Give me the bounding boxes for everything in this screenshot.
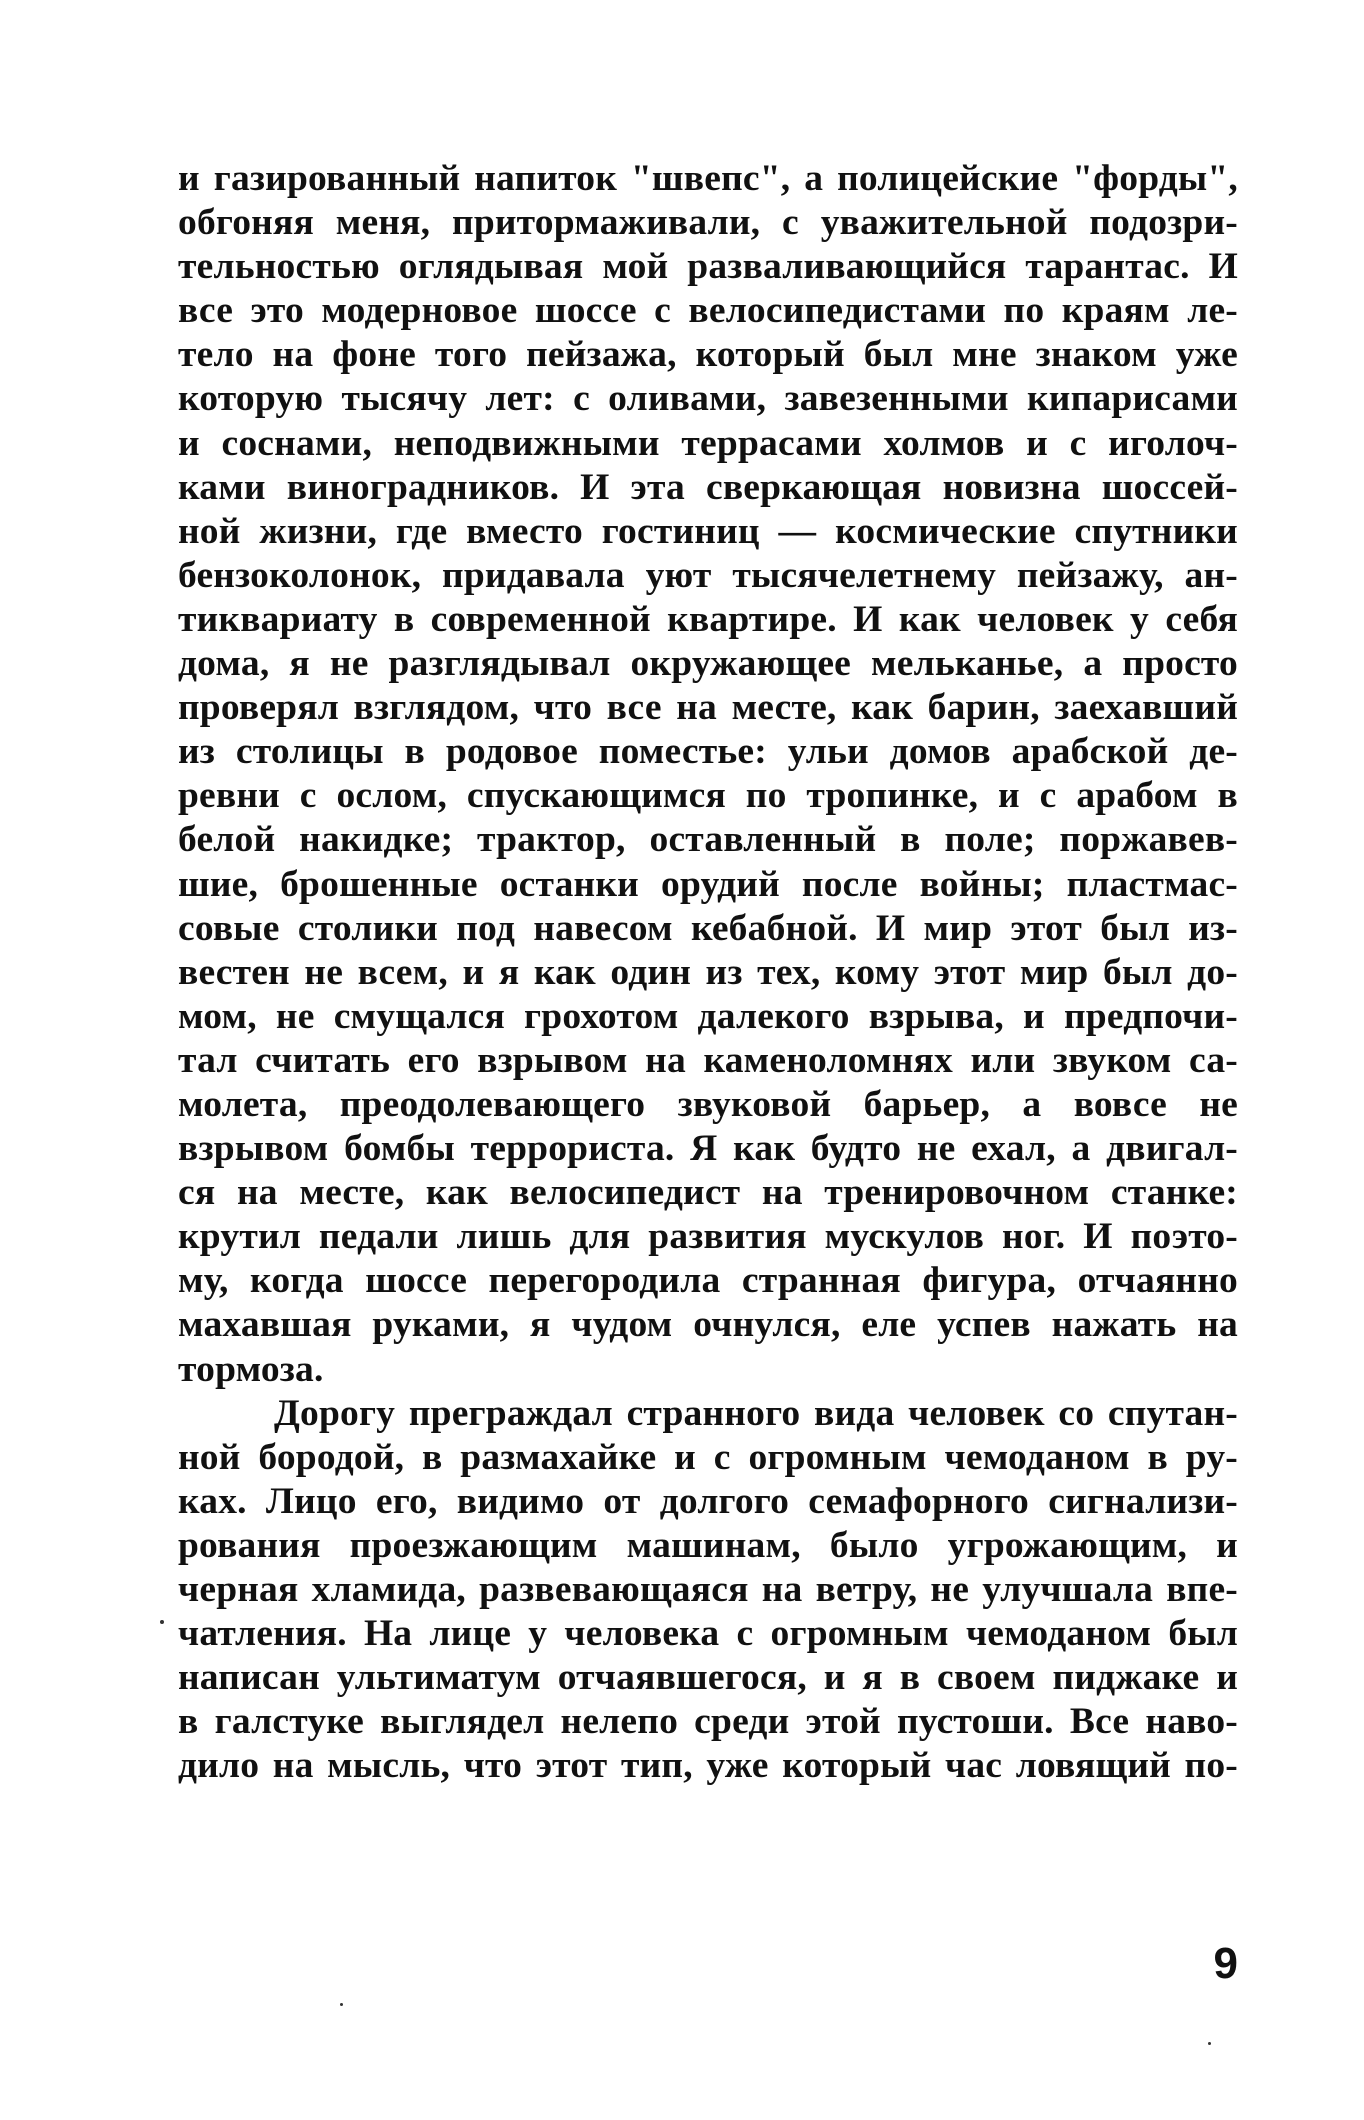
text-line-2: обгоняя меня, притормаживали, с уважительной подозри- xyxy=(178,202,1238,244)
text-line-22: молета, преодолевающего звуковой барьер, а вовсе не xyxy=(178,1083,1238,1125)
page-number: 9 xyxy=(1213,1939,1238,1988)
text-line-20: мом, не смущался грохотом далекого взрыва, и предпочи- xyxy=(178,995,1238,1037)
text-line-14: из столицы в родовое поместье: ульи домов арабской де- xyxy=(178,731,1238,773)
print-speck xyxy=(1208,2042,1211,2045)
text-line-33: черная хламида, развевающаяся на ветру, не улучшала впе- xyxy=(178,1569,1238,1610)
text-line-11: тиквариату в современной квартире. И как человек у себя xyxy=(178,598,1238,640)
text-line-31: ках. Лицо его, видимо от долгого семафорного сигнализи- xyxy=(178,1480,1238,1522)
text-line-32: рования проезжающим машинам, было угрожающим, и xyxy=(178,1524,1238,1566)
text-line-18: совые столики под навесом кебабной. И мир этот был из- xyxy=(178,907,1238,949)
print-speck xyxy=(160,1620,164,1624)
text-line-21: тал считать его взрывом на каменоломнях или звуком са- xyxy=(178,1039,1238,1081)
text-line-3: тельностью оглядывая мой разваливающийся тарантас. И xyxy=(178,246,1238,288)
text-line-35: написан ультиматум отчаявшегося, и я в своем пиджаке и xyxy=(178,1657,1238,1699)
text-line-15: ревни с ослом, спускающимся по тропинке, и с арабом в xyxy=(178,775,1238,817)
text-line-24: ся на месте, как велосипедист на тренировочном станке: xyxy=(178,1172,1238,1214)
text-line-30: ной бородой, в размахайке и с огромным чемоданом в ру- xyxy=(178,1436,1238,1478)
text-line-26: му, когда шоссе перегородила странная фигура, отчаянно xyxy=(178,1260,1238,1302)
text-line-7: и соснами, неподвижными террасами холмов и с иголоч- xyxy=(178,422,1238,464)
text-line-1: и газированный напиток "швепс", а полицейские "форды", xyxy=(178,158,1238,199)
text-line-37: дило на мысль, что этот тип, уже который час ловящий по- xyxy=(178,1745,1238,1787)
text-line-29: Дорогу преграждал странного вида человек со спутан- xyxy=(274,1392,1238,1434)
text-line-5: тело на фоне того пейзажа, который был мне знаком уже xyxy=(178,334,1238,376)
print-speck xyxy=(340,2003,343,2006)
text-line-36: в галстуке выглядел нелепо среди этой пустоши. Все наво- xyxy=(178,1701,1238,1743)
text-line-12: дома, я не разглядывал окружающее мельканье, а просто xyxy=(178,643,1238,685)
text-line-25: крутил педали лишь для развития мускулов ног. И поэто- xyxy=(178,1216,1238,1258)
text-line-8: ками виноградников. И эта сверкающая новизна шоссей- xyxy=(178,466,1238,508)
text-line-16: белой накидке; трактор, оставленный в поле; поржавев- xyxy=(178,819,1238,861)
text-line-27: махавшая руками, я чудом очнулся, еле успев нажать на xyxy=(178,1304,1238,1346)
text-line-17: шие, брошенные останки орудий после войны; пластмас- xyxy=(178,863,1238,905)
text-line-10: бензоколонок, придавала уют тысячелетнему пейзажу, ан- xyxy=(178,554,1238,596)
body-text xyxy=(178,157,1238,1788)
text-line-4: все это модерновое шоссе с велосипедистами по краям ле- xyxy=(178,290,1238,332)
text-line-19: вестен не всем, и я как один из тех, кому этот мир был до- xyxy=(178,951,1238,993)
text-line-13: проверял взглядом, что все на месте, как барин, заехавший xyxy=(178,687,1238,729)
text-line-6: которую тысячу лет: с оливами, завезенными кипарисами xyxy=(178,378,1238,420)
text-line-28: тормоза. xyxy=(178,1348,324,1390)
text-line-9: ной жизни, где вместо гостиниц — космические спутники xyxy=(178,510,1238,552)
text-line-23: взрывом бомбы террориста. Я как будто не ехал, а двигал- xyxy=(178,1128,1238,1170)
text-line-34: чатления. На лице у человека с огромным чемоданом был xyxy=(178,1613,1238,1655)
